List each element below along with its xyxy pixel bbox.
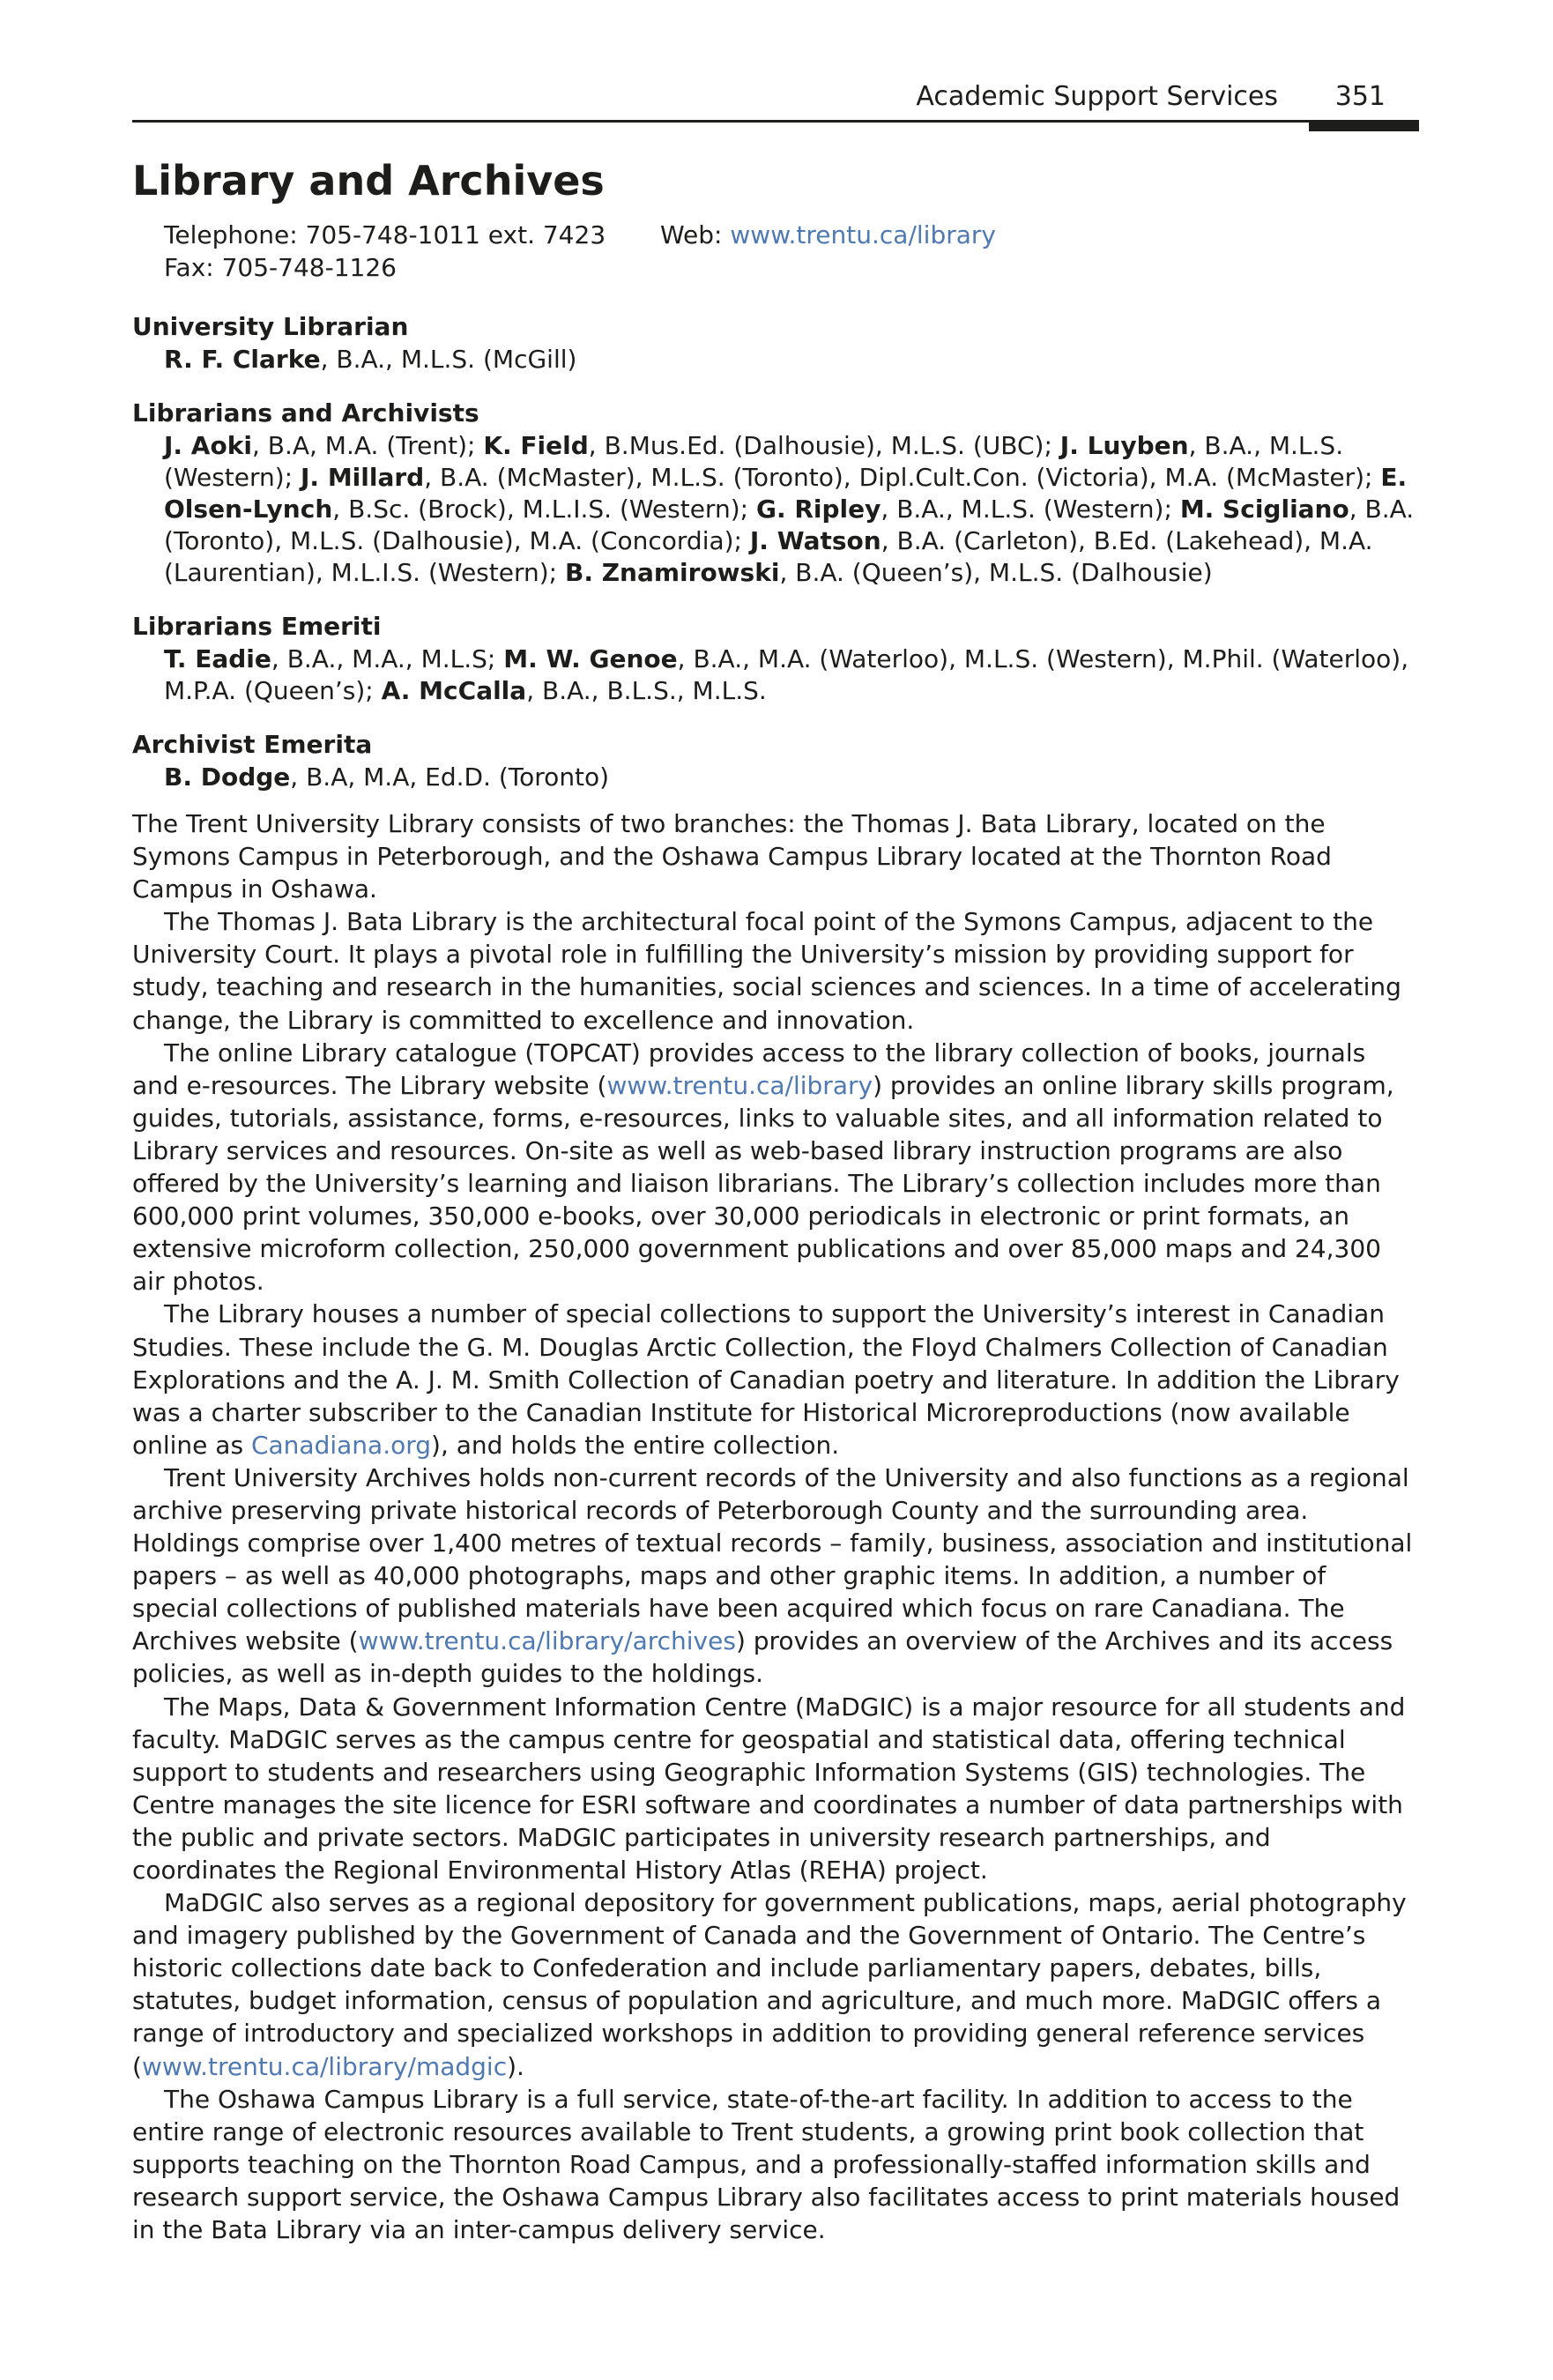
staff-librarians-emeriti xyxy=(132,610,1419,707)
paragraph: The Maps, Data & Government Information Centre (MaDGIC) is a major resource for all students and faculty. MaDGIC serves as the campus centre for geospatial and statistical data, offering technical support to students and researchers using Geographic Information Systems (GIS) technologies. The Centre manages the site licence for ESRI software and coordinates a number of data partnerships with the public and private sectors. MaDGIC participates in university research partnerships, and coordinates the Regional Environmental History Atlas (REHA) project. xyxy=(132,1692,1406,1885)
staff-credentials: , B.A., B.L.S., M.L.S. xyxy=(526,676,767,705)
paragraph: The Thomas J. Bata Library is the architectural focal point of the Symons Campus, adjacent to the University Court. It plays a pivotal role in fulfilling the University’s mission by providing support for study, teaching and research in the humanities, social sciences and sciences. In a time of accelerating change, the Library is committed to excellence and innovation. xyxy=(132,907,1401,1035)
paragraph-text: The online Library catalogue (TOPCAT) provides access to the library collection of books, journals and e-resources. The Library website ( xyxy=(132,1038,1366,1100)
staff-name: G. Ripley xyxy=(755,495,881,524)
library-website-link[interactable]: www.trentu.ca/library xyxy=(606,1070,873,1100)
staff-names xyxy=(164,344,1419,376)
web-label: Web: xyxy=(660,220,731,249)
staff-credentials: , B.Mus.Ed. (Dalhousie), M.L.S. (UBC); xyxy=(588,431,1060,460)
body-text xyxy=(132,807,1419,2246)
paragraph-text: ) provides an overview of the Archives and its access policies, as well as in-depth guides to the holdings. xyxy=(132,1626,1393,1689)
staff-name: K. Field xyxy=(483,431,589,460)
paragraph xyxy=(132,1037,1419,1298)
staff-heading: Librarians and Archivists xyxy=(132,398,479,428)
staff-archivist-emerita xyxy=(132,728,1419,793)
staff-credentials: , B.A., M.A., M.L.S; xyxy=(271,644,504,673)
staff-heading: University Librarian xyxy=(132,312,409,341)
staff-name: M. W. Genoe xyxy=(503,644,678,673)
staff-name: J. Aoki xyxy=(164,431,252,460)
staff-name: J. Luyben xyxy=(1059,431,1189,460)
staff-name: M. Scigliano xyxy=(1179,495,1349,524)
staff-university-librarian xyxy=(132,310,1419,376)
staff-credentials: , B.A, M.A, Ed.D. (Toronto) xyxy=(290,762,610,792)
staff-credentials: , B.A. (Toronto), M.L.S. (Dalhousie), M.A. (Concordia); xyxy=(164,495,1415,555)
staff-name: R. F. Clarke xyxy=(164,345,321,374)
staff-name: B. Dodge xyxy=(164,762,291,792)
web-line xyxy=(660,219,996,251)
paragraph: The Oshawa Campus Library is a full service, state-of-the-art facility. In addition to access to the entire range of electronic resources available to Trent students, a growing print book collection that supports teaching on the Thornton Road Campus, and a professionally-staffed information skills and research support service, the Oshawa Campus Library also facilitates access to print materials housed in the Bata Library via an inter-campus delivery service. xyxy=(132,2084,1401,2245)
staff-credentials: , B.A. (Carleton), B.Ed. (Lakehead), M.A. (Laurentian), M.L.I.S. (Western); xyxy=(164,526,1373,587)
staff-name: J. Watson xyxy=(749,526,881,555)
paragraph-text: Trent University Archives holds non-current records of the University and also functions as a regional archive preserving private historical records of Peterborough County and the surrounding area. Holdings comprise over 1,400 metres of textual records – family, business, association and institutional papers – as well as 40,000 photographs, maps and other graphic items. In addition, a number of special collections of published materials have been acquired which focus on rare Canadiana. The Archives website ( xyxy=(132,1462,1413,1656)
staff-librarians-archivists xyxy=(132,397,1419,589)
running-head xyxy=(132,79,1419,115)
fax: Fax: 705-748-1126 xyxy=(164,253,397,282)
paragraph-text: ), and holds the entire collection. xyxy=(431,1430,840,1460)
staff-credentials: , B.A., M.L.S. (Western); xyxy=(164,431,1344,492)
paragraph xyxy=(132,1461,1419,1691)
staff-name: J. Millard xyxy=(301,463,425,492)
staff-credentials: , B.A, M.A. (Trent); xyxy=(251,431,484,460)
paragraph-text: MaDGIC also serves as a regional depository for government publications, maps, aerial photography and imagery published by the Government of Canada and the Government of Ontario. The Centre’s historic collections date back to Confederation and include parliamentary papers, debates, bills, statutes, budget information, census of population and agriculture, and much more. MaDGIC offers a range of introductory and specialized workshops in addition to providing general reference services ( xyxy=(132,1888,1407,2081)
contact-info xyxy=(164,219,1419,284)
staff-names xyxy=(164,762,1419,793)
staff-credentials: , B.A., M.L.S. (Western); xyxy=(881,495,1180,524)
paragraph xyxy=(132,1298,1419,1461)
staff-credentials: , B.Sc. (Brock), M.L.I.S. (Western); xyxy=(332,495,756,524)
staff-heading: Archivist Emerita xyxy=(132,730,373,759)
paragraph-text: ) provides an online library skills program, guides, tutorials, assistance, forms, e-resources, links to valuable sites, and all information related to Library services and resources. On-site as well as web-based library instruction programs are also offered by the University’s learning and liaison librarians. The Library’s collection includes more than 600,000 print volumes, 350,000 e-books, over 30,000 periodicals in electronic or print formats, an extensive microform collection, 250,000 government publications and over 85,000 maps and 24,300 air photos. xyxy=(132,1070,1394,1297)
paragraph-text: The Library houses a number of special collections to support the University’s interest in Canadian Studies. These include the G. M. Douglas Arctic Collection, the Floyd Chalmers Collection of Canadian Explorations and the A. J. M. Smith Collection of Canadian poetry and literature. In addition the Library was a charter subscriber to the Canadian Institute for Historical Microreproductions (now available online as xyxy=(132,1299,1400,1460)
staff-names xyxy=(164,430,1419,589)
staff-names xyxy=(164,643,1419,707)
main-content xyxy=(132,155,1419,2246)
header-tab-bar xyxy=(1309,123,1419,131)
staff-credentials: , B.A., M.A. (Waterloo), M.L.S. (Western), M.Phil. (Waterloo), M.P.A. (Queen’s); xyxy=(164,644,1409,705)
staff-credentials: , B.A. (McMaster), M.L.S. (Toronto), Dipl.Cult.Con. (Victoria), M.A. (McMaster); xyxy=(424,463,1381,492)
archives-website-link[interactable]: www.trentu.ca/library/archives xyxy=(358,1626,736,1656)
canadiana-link[interactable]: Canadiana.org xyxy=(250,1430,432,1460)
telephone: Telephone: 705-748-1011 ext. 7423 xyxy=(164,220,606,249)
staff-credentials: , B.A., M.L.S. (McGill) xyxy=(320,345,577,374)
staff-name: T. Eadie xyxy=(164,644,271,673)
header-rule xyxy=(132,120,1419,123)
staff-credentials: , B.A. (Queen’s), M.L.S. (Dalhousie) xyxy=(779,558,1213,587)
library-web-link[interactable]: www.trentu.ca/library xyxy=(730,220,996,249)
staff-name: E. Olsen-Lynch xyxy=(164,463,1408,524)
page-number: 351 xyxy=(1334,81,1386,112)
staff-name: A. McCalla xyxy=(381,676,527,705)
staff-heading: Librarians Emeriti xyxy=(132,612,382,641)
running-head-section: Academic Support Services xyxy=(916,81,1278,112)
paragraph: The Trent University Library consists of two branches: the Thomas J. Bata Library, located on the Symons Campus in Peterborough, and the Oshawa Campus Library located at the Thornton Road Campus in Oshawa. xyxy=(132,809,1332,904)
paragraph-text: ). xyxy=(507,2051,524,2081)
page-title: Library and Archives xyxy=(132,157,605,205)
madgic-link[interactable]: www.trentu.ca/library/madgic xyxy=(141,2051,508,2081)
paragraph xyxy=(132,1886,1419,2083)
staff-name: B. Znamirowski xyxy=(565,558,780,587)
